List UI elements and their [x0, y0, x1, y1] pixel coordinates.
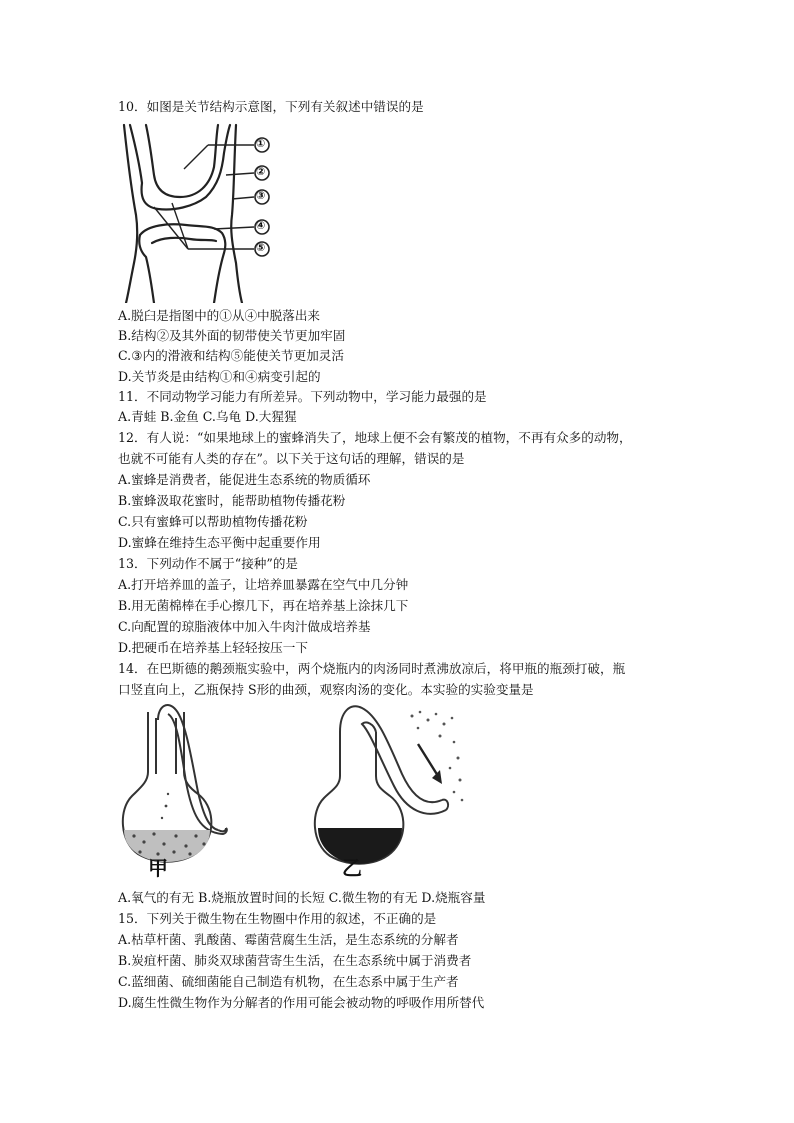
q12-option-b: B.蜜蜂汲取花蜜时，能帮助植物传播花粉: [118, 493, 346, 508]
q12-option-c: C.只有蜜蜂可以帮助植物传播花粉: [118, 514, 308, 529]
figure-label-2: ②: [256, 165, 266, 178]
q10-option-c: C.③内的滑液和结构⑤能使关节更加灵活: [118, 348, 344, 363]
q11-stem: 11．不同动物学习能力有所差异。下列动物中，学习能力最强的是: [118, 389, 487, 404]
q12-stem-line1: 12．有人说：“如果地球上的蜜蜂消失了，地球上便不会有繁茂的植物，不再有众多的动物，: [118, 430, 632, 445]
q12-option-a: A.蜜蜂是消费者，能促进生态系统的物质循环: [118, 472, 371, 487]
q13-option-d: D.把硬币在培养基上轻轻按压一下: [118, 640, 308, 655]
q15-stem: 15．下列关于微生物在生物圈中作用的叙述，不正确的是: [118, 911, 437, 926]
q15-option-d: D.腐生性微生物作为分解者的作用可能会被动物的呼吸作用所替代: [118, 995, 485, 1010]
q15-option-a: A.枯草杆菌、乳酸菌、霉菌营腐生生活，是生态系统的分解者: [118, 932, 459, 947]
flask-label-jia: 甲: [148, 856, 168, 880]
joint-structure-diagram: [118, 123, 278, 303]
figure-label-3: ③: [256, 189, 266, 202]
flask-label-yi: 乙: [342, 856, 362, 880]
q11-options: A.青蛙 B.金鱼 C.乌龟 D.大猩猩: [118, 409, 297, 424]
q12-option-d: D.蜜蜂在维持生态平衡中起重要作用: [118, 535, 321, 550]
figure-label-4: ④: [256, 219, 266, 232]
q13-stem: 13．下列动作不属于“接种”的是: [118, 556, 299, 571]
q15-option-c: C.蓝细菌、硫细菌能自己制造有机物，在生态系中属于生产者: [118, 974, 459, 989]
q10-stem: 10．如图是关节结构示意图，下列有关叙述中错误的是: [118, 99, 424, 114]
q13-option-c: C.向配置的琼脂液体中加入牛肉汁做成培养基: [118, 619, 371, 634]
swan-neck-flask-diagram: [118, 702, 478, 884]
q10-option-d: D.关节炎是由结构①和④病变引起的: [118, 369, 321, 384]
q14-stem-line1: 14．在巴斯德的鹅颈瓶实验中，两个烧瓶内的肉汤同时煮沸放凉后，将甲瓶的瓶颈打破，瓶: [118, 661, 626, 676]
q10-option-b: B.结构②及其外面的韧带使关节更加牢固: [118, 328, 346, 343]
q13-option-b: B.用无菌棉棒在手心擦几下，再在培养基上涂抹几下: [118, 598, 409, 613]
figure-label-5: ⑤: [256, 241, 266, 254]
q10-option-a: A.脱臼是指图中的①从④中脱落出来: [118, 308, 321, 323]
q14-options: A.氧气的有无 B.烧瓶放置时间的长短 C.微生物的有无 D.烧瓶容量: [118, 890, 486, 905]
q12-stem-line2: 也就不可能有人类的存在”。以下关于这句话的理解，错误的是: [118, 451, 465, 466]
q14-stem-line2: 口竖直向上，乙瓶保持 S形的曲颈，观察肉汤的变化。本实验的实验变量是: [118, 682, 534, 697]
figure-label-1: ①: [256, 137, 266, 150]
q15-option-b: B.炭疽杆菌、肺炎双球菌营寄生生活，在生态系统中属于消费者: [118, 953, 472, 968]
q13-option-a: A.打开培养皿的盖子，让培养皿暴露在空气中几分钟: [118, 577, 409, 592]
